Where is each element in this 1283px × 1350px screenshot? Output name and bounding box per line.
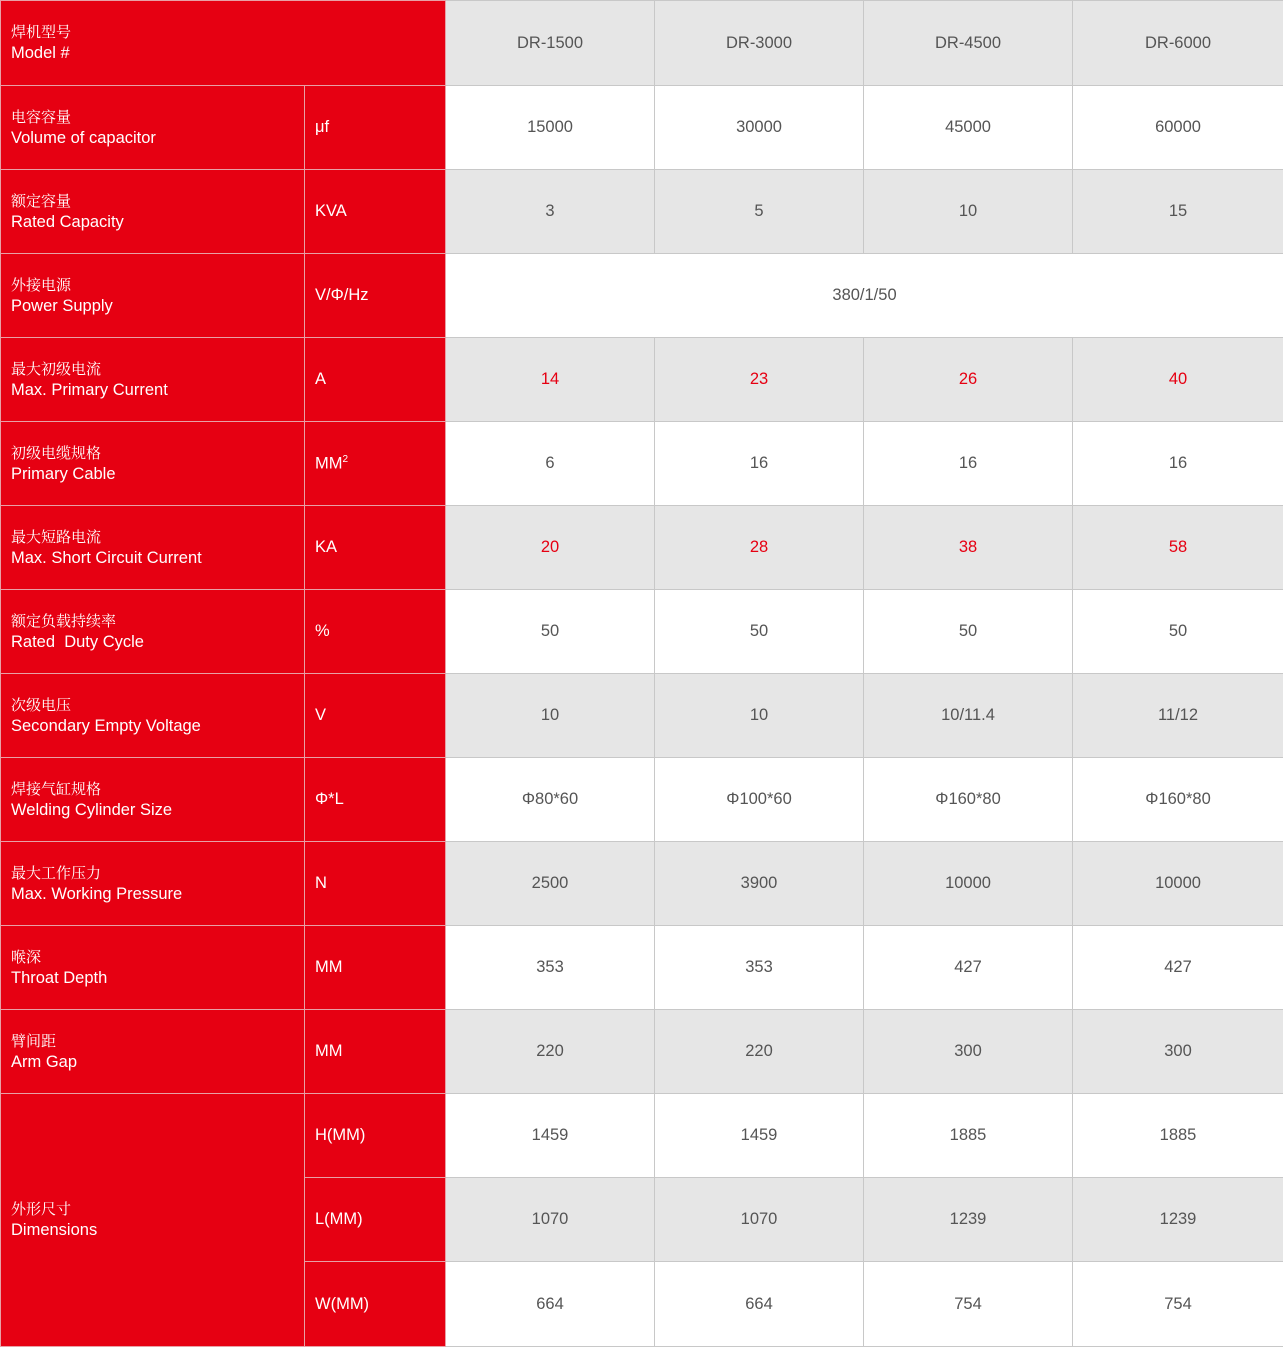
unit-cell: μf (305, 86, 446, 170)
row-rated-capacity (1, 170, 1283, 254)
row-label: 额定容量 Rated Capacity (1, 170, 305, 254)
row-dimension-height (1, 1094, 1283, 1178)
value-cell: 50 (446, 590, 655, 674)
unit-cell: A (305, 338, 446, 422)
row-label: 臂间距 Arm Gap (1, 1010, 305, 1094)
value-cell: 300 (1073, 1010, 1283, 1094)
unit-cell: KA (305, 506, 446, 590)
row-throat (1, 926, 1283, 1010)
value-cell: 10 (446, 674, 655, 758)
row-power-supply (1, 254, 1283, 338)
row-label: 额定负载持续率 Rated Duty Cycle (1, 590, 305, 674)
value-cell: 45000 (864, 86, 1073, 170)
value-cell: 10000 (1073, 842, 1283, 926)
value-cell: 427 (1073, 926, 1283, 1010)
value-cell: 5 (655, 170, 864, 254)
row-cylinder (1, 758, 1283, 842)
unit-cell: MM (305, 926, 446, 1010)
model-label: 焊机型号 Model # (1, 1, 446, 86)
value-cell: 14 (446, 338, 655, 422)
row-label: 初级电缆规格 Primary Cable (1, 422, 305, 506)
dimensions-label: 外形尺寸 Dimensions (1, 1094, 305, 1347)
row-label: 次级电压 Secondary Empty Voltage (1, 674, 305, 758)
value-cell: 10000 (864, 842, 1073, 926)
value-cell: 40 (1073, 338, 1283, 422)
value-cell: Φ160*80 (864, 758, 1073, 842)
unit-cell: $MM^2$ (305, 422, 446, 506)
value-cell: 16 (864, 422, 1073, 506)
row-duty-cycle (1, 590, 1283, 674)
unit-cell: N (305, 842, 446, 926)
value-cell: 15 (1073, 170, 1283, 254)
value-cell: 353 (446, 926, 655, 1010)
value-cell: 300 (864, 1010, 1073, 1094)
value-cell: 38 (864, 506, 1073, 590)
value-cell: 15000 (446, 86, 655, 170)
row-label: 喉深 Throat Depth (1, 926, 305, 1010)
value-cell: 26 (864, 338, 1073, 422)
value-cell: 6 (446, 422, 655, 506)
value-cell: 23 (655, 338, 864, 422)
row-primary-current (1, 338, 1283, 422)
value-cell: 1459 (655, 1094, 864, 1178)
row-capacitor (1, 86, 1283, 170)
value-cell: 28 (655, 506, 864, 590)
value-cell: 50 (655, 590, 864, 674)
value-cell: 20 (446, 506, 655, 590)
value-cell: 664 (446, 1262, 655, 1347)
value-cell: 50 (864, 590, 1073, 674)
value-cell: 16 (655, 422, 864, 506)
unit-cell: % (305, 590, 446, 674)
value-cell: 16 (1073, 422, 1283, 506)
row-label: 电容容量 Volume of capacitor (1, 86, 305, 170)
row-label: 最大初级电流 Max. Primary Current (1, 338, 305, 422)
value-cell: 2500 (446, 842, 655, 926)
model-cell: DR-3000 (655, 1, 864, 86)
value-cell: 10 (655, 674, 864, 758)
row-label: 最大工作压力 Max. Working Pressure (1, 842, 305, 926)
value-cell: 11/12 (1073, 674, 1283, 758)
value-cell: Φ80*60 (446, 758, 655, 842)
unit-cell: H(MM) (305, 1094, 446, 1178)
value-cell: Φ160*80 (1073, 758, 1283, 842)
unit-cell: Φ*L (305, 758, 446, 842)
unit-cell: V/Φ/Hz (305, 254, 446, 338)
unit-cell: L(MM) (305, 1178, 446, 1262)
value-cell-merged: 380/1/50 (446, 254, 1283, 338)
unit-cell: V (305, 674, 446, 758)
value-cell: 58 (1073, 506, 1283, 590)
row-label: 最大短路电流 Max. Short Circuit Current (1, 506, 305, 590)
value-cell: 754 (1073, 1262, 1283, 1347)
value-cell: 664 (655, 1262, 864, 1347)
row-label: 外接电源 Power Supply (1, 254, 305, 338)
row-pressure (1, 842, 1283, 926)
value-cell: 754 (864, 1262, 1073, 1347)
value-cell: 30000 (655, 86, 864, 170)
row-model (1, 1, 1283, 86)
value-cell: 1459 (446, 1094, 655, 1178)
value-cell: 1070 (446, 1178, 655, 1262)
row-label: 焊接气缸规格 Welding Cylinder Size (1, 758, 305, 842)
value-cell: 10 (864, 170, 1073, 254)
value-cell: Φ100*60 (655, 758, 864, 842)
value-cell: 1239 (1073, 1178, 1283, 1262)
value-cell: 1070 (655, 1178, 864, 1262)
value-cell: 3900 (655, 842, 864, 926)
value-cell: 50 (1073, 590, 1283, 674)
model-cell: DR-1500 (446, 1, 655, 86)
value-cell: 220 (446, 1010, 655, 1094)
row-short-circuit (1, 506, 1283, 590)
row-primary-cable (1, 422, 1283, 506)
row-secondary-voltage (1, 674, 1283, 758)
model-cell: DR-6000 (1073, 1, 1283, 86)
value-cell: 427 (864, 926, 1073, 1010)
value-cell: 3 (446, 170, 655, 254)
value-cell: 60000 (1073, 86, 1283, 170)
value-cell: 1239 (864, 1178, 1073, 1262)
unit-cell: W(MM) (305, 1262, 446, 1347)
value-cell: 10/11.4 (864, 674, 1073, 758)
unit-cell: KVA (305, 170, 446, 254)
value-cell: 1885 (1073, 1094, 1283, 1178)
row-arm-gap (1, 1010, 1283, 1094)
unit-cell: MM (305, 1010, 446, 1094)
model-cell: DR-4500 (864, 1, 1073, 86)
value-cell: 353 (655, 926, 864, 1010)
value-cell: 1885 (864, 1094, 1073, 1178)
value-cell: 220 (655, 1010, 864, 1094)
